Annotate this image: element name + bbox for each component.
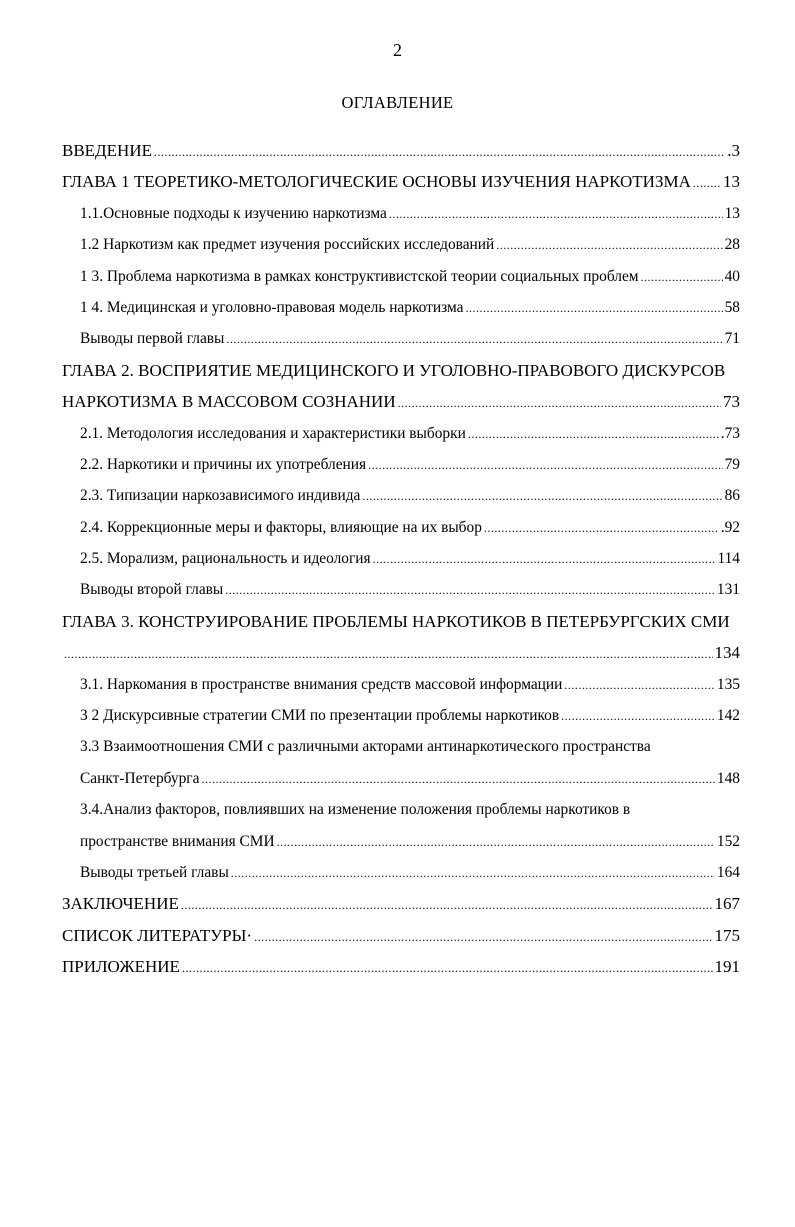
toc-entry-2-4 xyxy=(62,512,740,543)
toc-entry-text: ВВЕДЕНИЕ xyxy=(62,141,152,160)
toc-entry-page: 13 xyxy=(724,204,740,222)
toc-entry-3-4-line-2 xyxy=(62,826,740,857)
leader-dots xyxy=(693,168,721,197)
toc-entry-text: пространстве внимания СМИ xyxy=(80,832,275,850)
toc-entry-page: 148 xyxy=(716,769,740,787)
toc-entry-text: ГЛАВА 3. КОНСТРУИРОВАНИЕ ПРОБЛЕМЫ НАРКОТИКОВ В ПЕТЕРБУРГСКИХ СМИ xyxy=(62,611,730,631)
toc-entry-page: .73 xyxy=(720,424,740,442)
toc-entry-3-3-line-1 xyxy=(62,731,740,762)
toc-entry-page: 79 xyxy=(724,455,740,473)
leader-dots xyxy=(226,324,722,354)
leader-dots xyxy=(368,450,723,480)
toc-entry-page: 58 xyxy=(724,298,740,316)
toc-entry-page: 131 xyxy=(716,581,740,599)
toc-entry-introduction xyxy=(62,135,740,166)
leader-dots xyxy=(389,199,723,229)
toc-entry-page: .92 xyxy=(720,518,740,536)
toc-entry-chapter-2-line-1 xyxy=(62,355,740,386)
toc-title: ОГЛАВЛЕНИЕ xyxy=(341,93,454,112)
leader-dots xyxy=(277,827,715,857)
toc-entry-text: Выводы первой главы xyxy=(80,330,225,348)
toc-entry-text: 3 2 Дискурсивные стратегии СМИ по презентации проблемы наркотиков xyxy=(80,707,560,725)
toc-entry-3-1 xyxy=(62,669,740,700)
toc-entry-page: 135 xyxy=(716,675,740,693)
toc-entry-page: 152 xyxy=(716,832,740,850)
leader-dots xyxy=(231,858,715,888)
page-number: 2 xyxy=(393,40,402,60)
toc-entry-page: 13 xyxy=(723,172,740,192)
toc-entry-chapter-3-line-1 xyxy=(62,606,740,637)
toc-entry-3-3-line-2 xyxy=(62,763,740,794)
toc-entry-1-3 xyxy=(62,261,740,292)
toc-entry-text: 2.2. Наркотики и причины их употребления xyxy=(80,455,367,473)
leader-dots xyxy=(362,481,722,511)
leader-dots xyxy=(398,388,721,417)
toc-entry-text: СПИСОК ЛИТЕРАТУРЫ· xyxy=(62,925,253,945)
toc-entry-text: ПРИЛОЖЕНИЕ xyxy=(62,957,180,977)
toc-entry-text: 1.1.Основные подходы к изучению наркотизма xyxy=(80,204,387,222)
toc-entry-text: 2.3. Типизации наркозависимого индивида xyxy=(80,487,361,505)
toc-entry-page: 167 xyxy=(714,894,740,914)
toc-entry-1-4 xyxy=(62,292,740,323)
leader-dots xyxy=(496,230,722,260)
toc-entry-text: 3.1. Наркомания в пространстве внимания средств массовой информации xyxy=(80,675,563,693)
toc-entry-page: 164 xyxy=(716,863,740,881)
leader-dots xyxy=(254,922,712,951)
toc-entry-chapter-3-conclusions xyxy=(62,857,740,888)
leader-dots xyxy=(564,670,715,700)
toc-entry-page: 114 xyxy=(717,550,740,568)
toc-entry-text: 2.4. Коррекционные меры и факторы, влияющие на их выбор xyxy=(80,518,482,536)
leader-dots xyxy=(154,137,725,166)
toc-entry-text: Санкт-Петербурга xyxy=(80,769,200,787)
toc-entry-2-1 xyxy=(62,418,740,449)
toc-entry-text: 2.1. Методология исследования и характеристики выборки xyxy=(80,424,466,442)
toc-entry-1-2 xyxy=(62,229,740,260)
toc-entry-text: 3.4.Анализ факторов, повлиявших на изменение положения проблемы наркотиков в xyxy=(80,801,631,819)
toc-entry-page: 73 xyxy=(723,392,740,412)
toc-entry-conclusion xyxy=(62,888,740,919)
leader-dots xyxy=(225,575,715,605)
toc-entry-1-1 xyxy=(62,198,740,229)
toc-entry-chapter-1 xyxy=(62,166,740,197)
toc-entry-page: 86 xyxy=(724,487,740,505)
toc-entry-text: 1 3. Проблема наркотизма в рамках конструктивистской теории социальных проблем xyxy=(80,267,639,285)
toc-entry-3-2 xyxy=(62,700,740,731)
toc-entry-page: .3 xyxy=(727,141,740,160)
toc-entry-3-4-line-1 xyxy=(62,794,740,825)
leader-dots xyxy=(561,701,715,731)
toc-entry-2-5 xyxy=(62,543,740,574)
toc-entry-text: Выводы второй главы xyxy=(80,581,224,599)
toc-entry-page: 191 xyxy=(714,957,740,977)
leader-dots xyxy=(182,953,713,982)
leader-dots xyxy=(181,890,713,919)
toc-entry-text: НАРКОТИЗМА В МАССОВОМ СОЗНАНИИ xyxy=(62,392,396,412)
toc-entry-2-2 xyxy=(62,449,740,480)
toc-entry-2-3 xyxy=(62,480,740,511)
leader-dots xyxy=(201,764,714,794)
toc-entry-text: ГЛАВА 2. ВОСПРИЯТИЕ МЕДИЦИНСКОГО И УГОЛОВНО-ПРАВОВОГО ДИСКУРСОВ xyxy=(62,360,726,380)
toc-entry-chapter-1-conclusions xyxy=(62,323,740,354)
toc-entry-bibliography xyxy=(62,920,740,951)
leader-dots xyxy=(64,639,713,668)
toc-entry-text: Выводы третьей главы xyxy=(80,863,229,881)
toc-entry-chapter-2-line-2 xyxy=(62,386,740,417)
leader-dots xyxy=(468,419,719,449)
toc-entry-text: 3.3 Взаимоотношения СМИ с различными акторами антинаркотического пространства xyxy=(80,738,651,756)
table-of-contents xyxy=(62,135,740,983)
leader-dots xyxy=(465,293,722,323)
leader-dots xyxy=(373,544,716,574)
toc-entry-text: ГЛАВА 1 ТЕОРЕТИКО-МЕТОЛОГИЧЕСКИЕ ОСНОВЫ ИЗУЧЕНИЯ НАРКОТИЗМА xyxy=(62,172,691,192)
toc-entry-page: 134 xyxy=(714,643,740,663)
toc-entry-text: 2.5. Морализм, рациональность и идеология xyxy=(80,550,371,568)
toc-entry-text: 1 4. Медицинская и уголовно-правовая модель наркотизма xyxy=(80,298,464,316)
toc-entry-page: 142 xyxy=(716,707,740,725)
leader-dots xyxy=(484,513,719,543)
toc-entry-page: 40 xyxy=(724,267,740,285)
toc-entry-page: 71 xyxy=(724,330,740,348)
toc-entry-chapter-3-line-2 xyxy=(62,637,740,668)
leader-dots xyxy=(641,262,723,292)
toc-entry-page: 175 xyxy=(714,925,740,945)
toc-entry-chapter-2-conclusions xyxy=(62,574,740,605)
toc-entry-appendix xyxy=(62,951,740,982)
toc-entry-text: 1.2 Наркотизм как предмет изучения российских исследований xyxy=(80,236,495,254)
toc-entry-text: ЗАКЛЮЧЕНИЕ xyxy=(62,894,179,914)
toc-entry-page: 28 xyxy=(724,236,740,254)
